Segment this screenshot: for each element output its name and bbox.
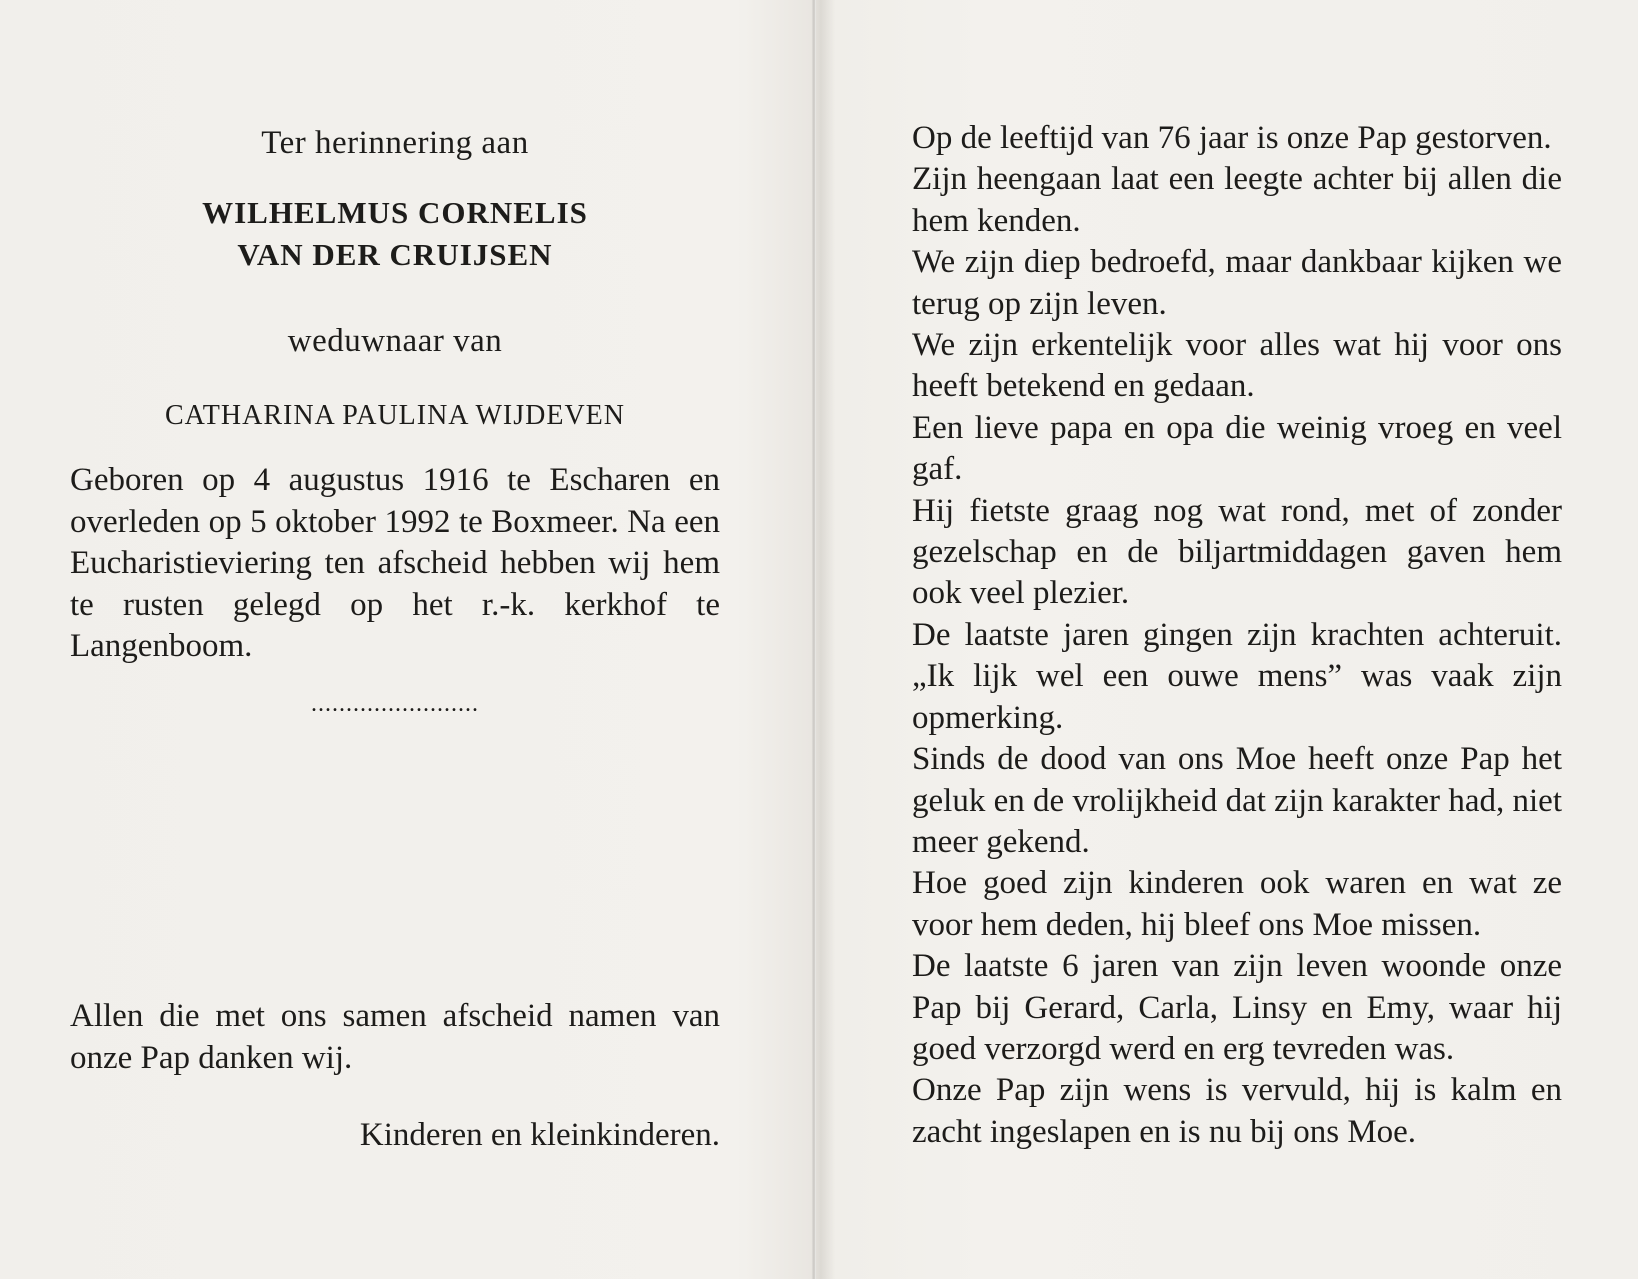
signature-line: Kinderen en kleinkinderen. xyxy=(359,1117,720,1153)
spouse-name: CATHARINA PAULINA WIJDEVEN xyxy=(164,400,625,431)
verse-paragraph-5: Een lieve papa en opa die weinig vroeg en veel gaf. xyxy=(912,409,1562,488)
left-panel xyxy=(70,118,720,1218)
verse-paragraph-6: Hij fietste graag nog wat rond, met of zonder gezelschap en de biljartmiddagen gaven hem ook veel plezier. xyxy=(912,492,1562,612)
verse-paragraph-8: Sinds de dood van ons Moe heeft onze Pap het geluk en de vrolijkheid dat zijn karakter had, niet meer gekend. xyxy=(912,741,1562,860)
verse-paragraph-3: We zijn diep bedroefd, maar dankbaar kijken we terug op zijn leven. xyxy=(912,244,1562,322)
biography-paragraph: Geboren op 4 augustus 1916 te Escharen en overleden op 5 oktober 1992 te Boxmeer. Na een Eucharistieviering ten afscheid hebben wij hem te rusten gelegd op het r.-k. kerkhof te Langenboom. xyxy=(70,462,720,664)
verse-paragraph-10: De laatste 6 jaren van zijn leven woonde onze Pap bij Gerard, Carla, Linsy en Emy, waar hij goed verzorgd werd en erg tevreden was. xyxy=(912,948,1562,1067)
verse-paragraph-11: Onze Pap zijn wens is vervuld, hij is kalm en zacht ingeslapen en is nu bij ons Moe. xyxy=(912,1072,1562,1150)
widower-text: weduwnaar van xyxy=(287,323,503,359)
right-panel xyxy=(912,118,1562,1218)
card-fold xyxy=(812,0,816,1279)
deceased-name xyxy=(70,192,720,276)
verse-paragraph-7: De laatste jaren gingen zijn krachten achteruit. „Ik lijk wel een ouwe mens” was vaak zijn opmerking. xyxy=(912,616,1562,736)
verse-paragraph-1: Op de leeftijd van 76 jaar is onze Pap gestorven. xyxy=(912,120,1552,156)
verse-paragraph-9: Hoe goed zijn kinderen ook waren en wat ze voor hem deden, hij bleef ons Moe missen. xyxy=(912,865,1562,943)
separator-dots: ........................ xyxy=(311,690,479,717)
verse-paragraph-2: Zijn heengaan laat een leegte achter bij allen die hem kenden. xyxy=(912,161,1562,239)
thanks-paragraph: Allen die met ons samen afscheid namen van onze Pap danken wij. xyxy=(70,998,720,1076)
deceased-name-line2: VAN DER CRUIJSEN xyxy=(237,237,553,272)
verse-paragraph-4: We zijn erkentelijk voor alles wat hij voor ons heeft betekend en gedaan. xyxy=(912,327,1562,405)
deceased-name-line1: WILHELMUS CORNELIS xyxy=(202,195,588,230)
intro-text: Ter herinnering aan xyxy=(261,125,529,161)
